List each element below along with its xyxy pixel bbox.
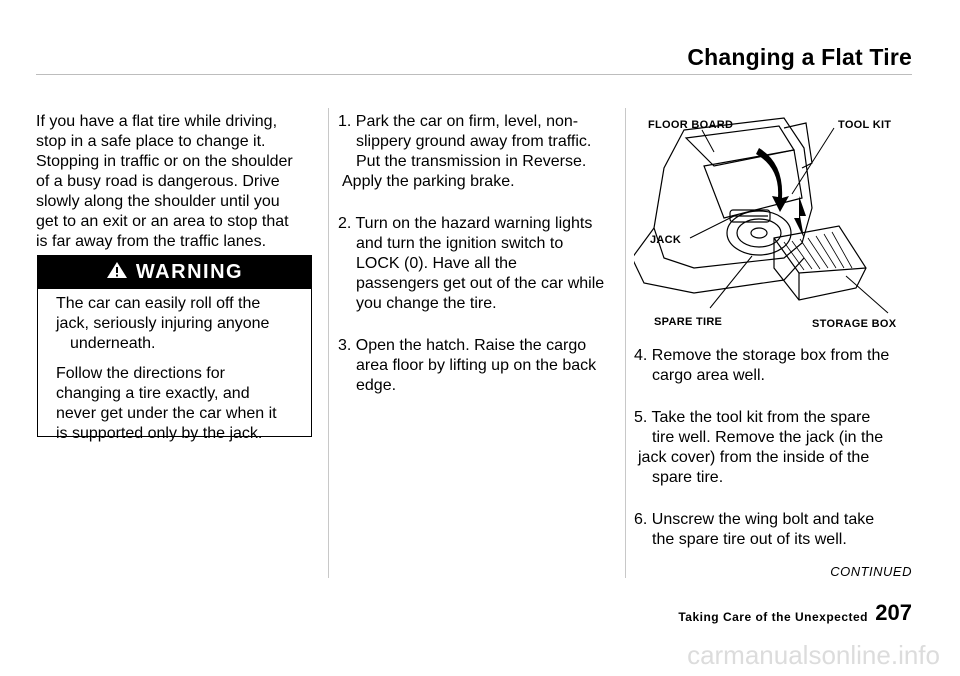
warning-header [38, 256, 311, 289]
step-line: 5. Take the tool kit from the spare [634, 409, 871, 426]
step-line: slippery ground away from traffic. [356, 133, 592, 150]
step-1 [338, 112, 616, 192]
floor-board-leader [702, 130, 714, 152]
warning-line: jack, seriously injuring anyone [56, 315, 270, 332]
cargo-well-shape [704, 150, 802, 218]
tool-kit-leader [792, 128, 834, 194]
intro-line: is far away from the traffic lanes. [36, 233, 267, 250]
page-title: Changing a Flat Tire [687, 44, 912, 70]
step-line: 4. Remove the storage box from the [634, 347, 890, 364]
step-line: Apply the parking brake. [342, 173, 515, 190]
section-label: Taking Care of the Unexpected [678, 610, 868, 624]
step-line: you change the tire. [356, 295, 497, 312]
storage-box-leader [846, 276, 888, 313]
step-line: edge. [356, 377, 397, 394]
storage-box-arrow [794, 196, 806, 238]
header-divider [36, 74, 912, 75]
watermark: carmanualsonline.info [687, 640, 940, 670]
warning-line: never get under the car when it [56, 405, 277, 422]
warning-text [56, 294, 296, 454]
step-line: 3. Open the hatch. Raise the cargo [338, 337, 587, 354]
spare-tire-diagram [634, 108, 916, 333]
step-3 [338, 336, 616, 396]
step-line: 1. Park the car on firm, level, non- [338, 113, 579, 130]
intro-line: stop in a safe place to change it. [36, 133, 266, 150]
spare-tire-label: SPARE TIRE [654, 316, 723, 328]
step-line: spare tire. [652, 469, 724, 486]
warning-label: WARNING [135, 261, 244, 283]
continued-label: CONTINUED [830, 564, 912, 579]
warning-line: underneath. [70, 335, 156, 352]
intro-line: slowly along the shoulder until you [36, 193, 280, 210]
floor-board-label: FLOOR BOARD [648, 119, 734, 131]
step-line: passengers get out of the car while [356, 275, 605, 292]
steps-column-2 [338, 112, 616, 396]
warning-line: changing a tire exactly, and [56, 385, 250, 402]
intro-line: Stopping in traffic or on the shoulder [36, 153, 293, 170]
page-number: 207 [875, 600, 912, 625]
intro-paragraph [36, 112, 316, 252]
step-line: area floor by lifting up on the back [356, 357, 597, 374]
step-line: 6. Unscrew the wing bolt and take [634, 511, 875, 528]
column-divider [625, 108, 626, 578]
storage-box-shape [774, 226, 866, 300]
steps-column-3 [634, 346, 914, 550]
step-line: and turn the ignition switch to [356, 235, 564, 252]
step-6 [634, 510, 914, 550]
warning-line: Follow the directions for [56, 365, 225, 382]
warning-line: The car can easily roll off the [56, 295, 261, 312]
step-line: the spare tire out of its well. [652, 531, 847, 548]
tool-kit-label: TOOL KIT [838, 119, 892, 131]
warning-triangle-icon [106, 261, 128, 285]
floor-board-arrow [756, 148, 789, 212]
step-line: 2. Turn on the hazard warning lights [338, 215, 593, 232]
storage-box-label: STORAGE BOX [812, 318, 897, 330]
intro-line: get to an exit or an area to stop that [36, 213, 289, 230]
step-2 [338, 214, 616, 314]
column-divider [328, 108, 329, 578]
step-line: LOCK (0). Have all the [356, 255, 517, 272]
step-line: cargo area well. [652, 367, 765, 384]
warning-box [37, 255, 312, 442]
step-line: tire well. Remove the jack (in the [652, 429, 884, 446]
warning-line: is supported only by the jack. [56, 425, 263, 442]
intro-line: of a busy road is dangerous. Drive [36, 173, 280, 190]
step-line: Put the transmission in Reverse. [356, 153, 587, 170]
step-4 [634, 346, 914, 386]
step-5 [634, 408, 914, 488]
jack-label: JACK [650, 234, 682, 246]
tool-kit-shape [784, 123, 812, 168]
motion-arrows [756, 148, 806, 238]
intro-line: If you have a flat tire while driving, [36, 113, 278, 130]
step-line: jack cover) from the inside of the [638, 449, 870, 466]
